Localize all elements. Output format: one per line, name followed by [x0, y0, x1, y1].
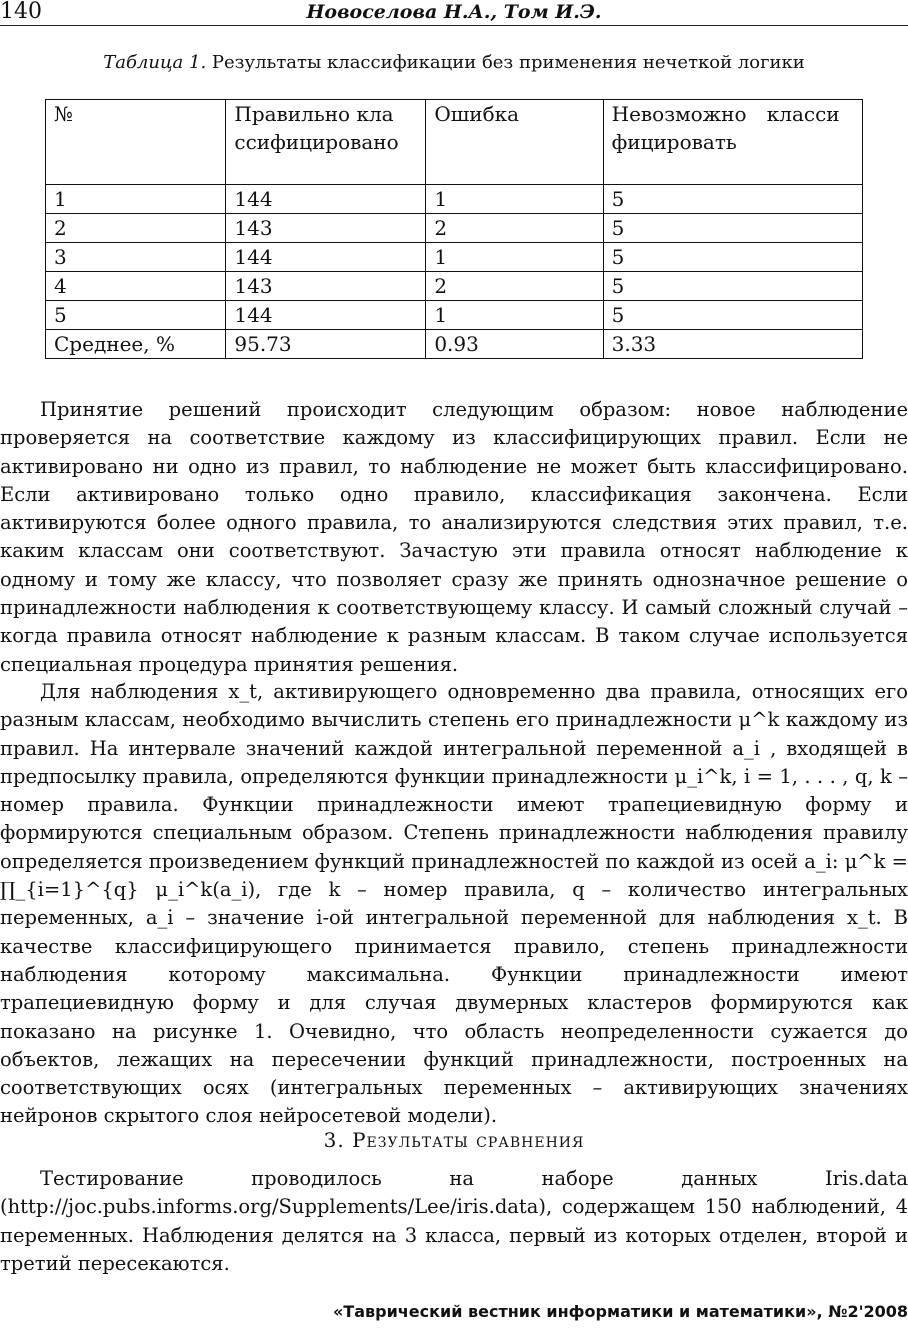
cell-unclassified: 5: [603, 301, 862, 330]
section-title: 3. Результаты сравнения: [323, 1128, 585, 1152]
cell-error: 2: [426, 214, 603, 243]
header-unclassified: [603, 100, 862, 185]
paragraph-testing-text: Тестирование проводилось на наборе данных Iris.data (http://joc.pubs.informs.org/Supplements/Lee/iris.data), содержащем 150 наблюдений, 4 переменных. Наблюдения делятся на 3 класса, первый из которых отделен, второй и третий пересекаются.: [0, 1167, 908, 1275]
cell-correct: 143: [226, 214, 426, 243]
paragraph-membership: [0, 678, 908, 1131]
cell-error: 1: [426, 301, 603, 330]
cell-unclassified: 5: [603, 214, 862, 243]
summary-label: Среднее, %: [46, 330, 226, 359]
cell-unclassified: 5: [603, 185, 862, 214]
results-table: [45, 99, 863, 359]
cell-unclassified: 5: [603, 243, 862, 272]
summary-error: 0.93: [426, 330, 603, 359]
paragraph-decision-text: Принятие решений происходит следующим образом: новое наблюдение проверяется на соответствие каждому из классифицирующих правил. Если не активировано ни одно из правил, то наблюдение не может быть классифицировано. Если активировано только одно правило, классификация закончена. Если активируются более одного правила, то анализируются следствия этих правил, т.е. каким классам они соответствуют. Зачастую эти правила относят наблюдение к одному и тому же классу, что позволяет сразу же принять однозначное решение о принадлежности наблюдения к соответствующему классу. И самый сложный случай – когда правила относят наблюдение к разным классам. В таком случае используется специальная процедура принятия решения.: [0, 398, 908, 676]
cell-correct: 144: [226, 301, 426, 330]
paragraph-decision: [0, 396, 908, 679]
table-row: [46, 185, 863, 214]
header-correct-text: Правильно классифицировано: [234, 102, 399, 154]
cell-number: 1: [46, 185, 226, 214]
table-caption: [0, 50, 908, 76]
cell-number: 5: [46, 301, 226, 330]
table-caption-text: Результаты классификации без применения нечеткой логики: [211, 52, 805, 73]
summary-correct: 95.73: [226, 330, 426, 359]
header-error: Ошибка: [426, 100, 603, 185]
header-unclassified-text: Невозможно классифицировать: [611, 102, 840, 154]
page-number: 140: [0, 0, 42, 24]
table-row: [46, 243, 863, 272]
cell-number: 3: [46, 243, 226, 272]
cell-correct: 144: [226, 243, 426, 272]
table-row: [46, 214, 863, 243]
cell-number: 2: [46, 214, 226, 243]
header-correct: [226, 100, 426, 185]
header-number: №: [46, 100, 226, 185]
journal-footer: «Таврический вестник информатики и математики», №2'2008: [332, 1302, 908, 1321]
header-rule: [0, 25, 908, 26]
cell-number: 4: [46, 272, 226, 301]
paragraph-testing: [0, 1165, 908, 1278]
paragraph-membership-text: Для наблюдения x_t, активирующего одновременно два правила, относящих его разным классам, необходимо вычислить степень его принадлежности μ^k каждому из правил. На интервале значений каждой интегральной переменной a_i , входящей в предпосылку правила, определяются функции принадлежности μ_i^k, i = 1, . . . , q, k – номер правила. Функции принадлежности имеют трапециевидную форму и формируются специальным образом. Степень принадлежности наблюдения правилу определяется произведением функций принадлежностей по каждой из осей a_i: μ^k = ∏_{i=1}^{q} μ_i^k(a_i), где k – номер правила, q – количество интегральных переменных, a_i – значение i-ой интегральной переменной для наблюдения x_t. В качестве классифицирующего принимается правило, степень принадлежности наблюдения которому максимальна. Функции принадлежности имеют трапециевидную форму и для случая двумерных кластеров формируются как показано на рисунке 1. Очевидно, что область неопределенности сужается до объектов, лежащих на пересечении функций принадлежности, построенных на соответствующих осях (интегральных переменных – активирующих значениях нейронов скрытого слоя нейросетевой модели).: [0, 680, 908, 1128]
cell-correct: 143: [226, 272, 426, 301]
cell-error: 1: [426, 243, 603, 272]
cell-unclassified: 5: [603, 272, 862, 301]
table-row: [46, 272, 863, 301]
table-caption-label: Таблица 1.: [103, 52, 207, 73]
table-header-row: [46, 100, 863, 185]
running-title: Новоселова Н.А., Том И.Э.: [306, 1, 602, 23]
cell-error: 2: [426, 272, 603, 301]
cell-error: 1: [426, 185, 603, 214]
cell-correct: 144: [226, 185, 426, 214]
table-summary-row: [46, 330, 863, 359]
page-header: [0, 0, 908, 26]
summary-unclassified: 3.33: [603, 330, 862, 359]
table-row: [46, 301, 863, 330]
